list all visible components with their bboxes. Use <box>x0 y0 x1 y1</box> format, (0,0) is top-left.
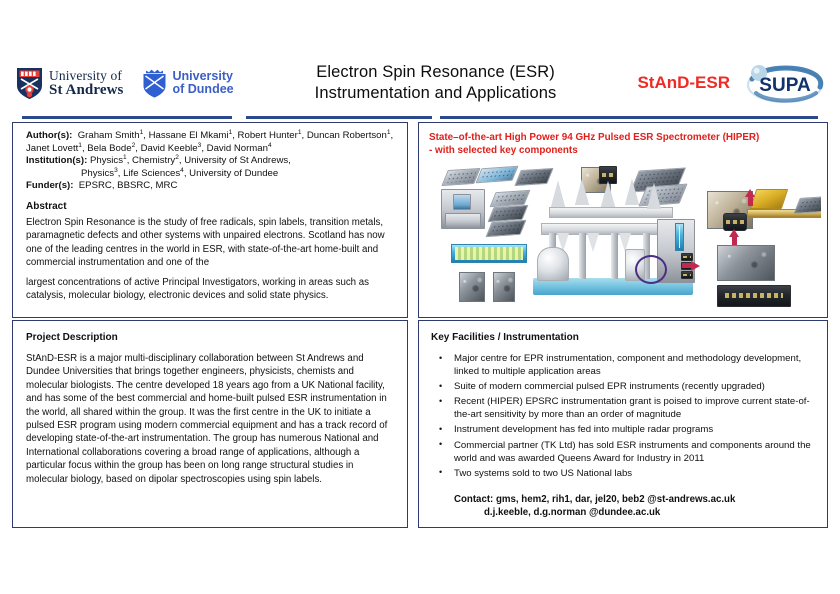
abstract-paragraph-1: Electron Spin Resonance is the study of free radicals, spin labels, transition metals, paramagnetic defects and other systems with unpaired electrons. Scotland has now one of the leading centres in the world in ESR, with state-of-the-art home-built and commercial instrumentation and one of the <box>26 216 385 269</box>
hiper-support-leg-2 <box>579 233 586 279</box>
dundee-wordmark-line2: of Dundee <box>172 82 234 96</box>
contact-line-1: gms, hem2, rih1, dar, jel20, beb2 @st-andrews.ac.uk <box>496 493 736 505</box>
st-andrews-wordmark-line1: University of <box>49 68 122 83</box>
logo-group <box>10 67 234 100</box>
dundee-crest-icon <box>142 68 167 99</box>
contact-block <box>431 493 819 520</box>
logo-university-of-dundee <box>142 68 234 99</box>
hiper-figure <box>429 161 821 309</box>
list-item: • Suite of modern commercial pulsed EPR instruments (recently upgraded) <box>431 380 819 393</box>
st-andrews-crest-icon <box>16 67 43 100</box>
page-title <box>240 62 632 104</box>
project-description-paragraph: StAnD-ESR is a major multi-disciplinary collaboration between St Andrews and Dundee Universities that brings together engineers, physicists, chemists and molecular biologists. The centre developed 18 years ago from a UK National facility, and has some of the best commercial and home-built pulsed ESR instrumentation in the world, all shared within the group. It was the first centre in the UK to initiate a pulsed ESR program using modern commercial equipment and has a track record of developing state-of-the-art instrumentation. The group has numerous National and International collaborations covering a broad range of applications, although a particular focus within the group has been on long range structural studies in molecular biology, based on dipolar spectroscopies using spin labels. <box>26 353 388 485</box>
funders-label: Funder(s): <box>26 180 74 192</box>
hiper-cabinet-module-1 <box>681 253 693 261</box>
instrument-rack-left-blue-face <box>453 194 471 210</box>
hiper-horn-antenna-3 <box>601 181 615 207</box>
hiper-downward-horn-2 <box>587 233 599 252</box>
authors-label: Author(s): <box>26 130 73 141</box>
header-rule-middle <box>246 116 432 119</box>
red-arrow-up-icon-2 <box>729 229 739 237</box>
hiper-cabinet-indicator <box>675 223 684 251</box>
component-chip-8 <box>638 183 687 206</box>
institutions-row-2 <box>26 168 397 181</box>
hiper-support-leg-3 <box>611 233 618 279</box>
list-item: • Recent (HIPER) EPSRC instrumentation grant is poised to improve current state-of-the-art sensitivity by more than an order of magnitude <box>431 395 819 421</box>
component-chip-3 <box>514 168 553 186</box>
component-chip-2 <box>475 166 518 184</box>
metadata-block <box>26 130 397 193</box>
list-item: • Two systems sold to two US National labs <box>431 467 819 480</box>
panel-authors-abstract <box>12 122 408 318</box>
hiper-panel-title <box>429 131 821 158</box>
detail-photo-right <box>717 245 775 281</box>
page-title-line2: Instrumentation and Applications <box>314 84 557 102</box>
abstract-heading: Abstract <box>26 200 67 212</box>
hiper-horn-antenna-4 <box>625 179 639 205</box>
authors-value: Graham Smith$^1$, Hassane El Mkami$^1$, Robert Hunter$^1$, Duncan Robertson$^1$, Janet Lovett$^1$, Bela Bode$^2$, David Keeble$^3$, David Norman$^4$ <box>26 128 394 154</box>
key-facilities-heading: Key Facilities / Instrumentation <box>431 332 579 343</box>
dundee-wordmark <box>173 70 234 97</box>
contact-line-2: d.j.keeble, d.g.norman @dundee.ac.uk <box>484 507 661 519</box>
institutions-label: Institution(s): <box>26 155 88 167</box>
logo-university-of-st-andrews <box>16 67 124 100</box>
poster-header <box>10 52 830 114</box>
funders-value: EPSRC, BBSRC, MRC <box>78 180 178 192</box>
key-facilities-list <box>431 352 819 480</box>
supa-logo-text: SUPA <box>759 75 811 96</box>
hiper-horn-antenna-1 <box>551 181 565 207</box>
poster-title-block <box>234 62 632 104</box>
list-item: • Commercial partner (TK Ltd) has sold ESR instruments and components around the world and was awarded Queens Award for Industry in 2011 <box>431 439 819 465</box>
component-chip-6 <box>485 220 526 237</box>
st-andrews-wordmark <box>49 69 124 97</box>
institutions-value-2: Physics$^3$, Life Sciences$^4$, University of Dundee <box>81 166 279 179</box>
rack-mount-amplifier <box>717 285 791 307</box>
hiper-panel-title-line2: - with selected key components <box>429 145 578 157</box>
header-rule-left <box>22 116 232 119</box>
institutions-row <box>26 155 397 168</box>
project-description-heading: Project Description <box>26 332 118 343</box>
project-mark: StAnD-ESR <box>637 73 730 92</box>
abstract-body <box>26 216 397 302</box>
st-andrews-wordmark-line2: St Andrews <box>49 82 124 98</box>
list-item: • Instrument development has fed into multiple radar programs <box>431 423 819 436</box>
instrument-rack-left-base <box>445 213 481 229</box>
red-arrow-right-icon <box>691 261 700 271</box>
institutions-value: Physics$^1$, Chemistry$^2$, University of St Andrews, <box>89 154 291 167</box>
hiper-panel-title-line1: State–of-the-art High Power 94 GHz Pulsed ESR Spectrometer (HIPER) <box>429 132 760 143</box>
panel-key-facilities <box>418 320 828 528</box>
component-photo-left-2 <box>493 272 515 302</box>
hiper-cabinet-module-3 <box>681 271 693 279</box>
gold-waveguide-block <box>750 189 788 209</box>
panel-project-description <box>12 320 408 528</box>
panel-hiper-spectrometer <box>418 122 828 318</box>
component-photo-left-1 <box>459 272 485 302</box>
authors-row <box>26 130 397 155</box>
component-chip-9 <box>793 196 821 214</box>
hiper-horn-antenna-2 <box>575 179 589 205</box>
waveguide-array <box>451 244 527 263</box>
red-arrow-up-icon-1 <box>745 189 755 197</box>
hiper-horn-antenna-5 <box>647 183 661 209</box>
highlight-ring-icon <box>635 255 667 284</box>
supa-logo <box>744 60 826 106</box>
hiper-magnet-cryostat <box>537 247 569 281</box>
contact-label: Contact: <box>454 493 494 505</box>
page-title-line1: Electron Spin Resonance (ESR) <box>316 63 555 81</box>
project-description-body <box>26 352 394 486</box>
abstract-paragraph-2: largest concentrations of active Principal Investigators, working in areas such as catalysis, molecular biology, electronic devices and solid state physics. <box>26 276 369 301</box>
list-item: • Major centre for EPR instrumentation, component and methodology development, linked to multiple application areas <box>431 352 819 378</box>
dundee-wordmark-line1: University <box>172 68 233 83</box>
header-rule-right <box>440 116 818 119</box>
funders-row <box>26 180 397 193</box>
